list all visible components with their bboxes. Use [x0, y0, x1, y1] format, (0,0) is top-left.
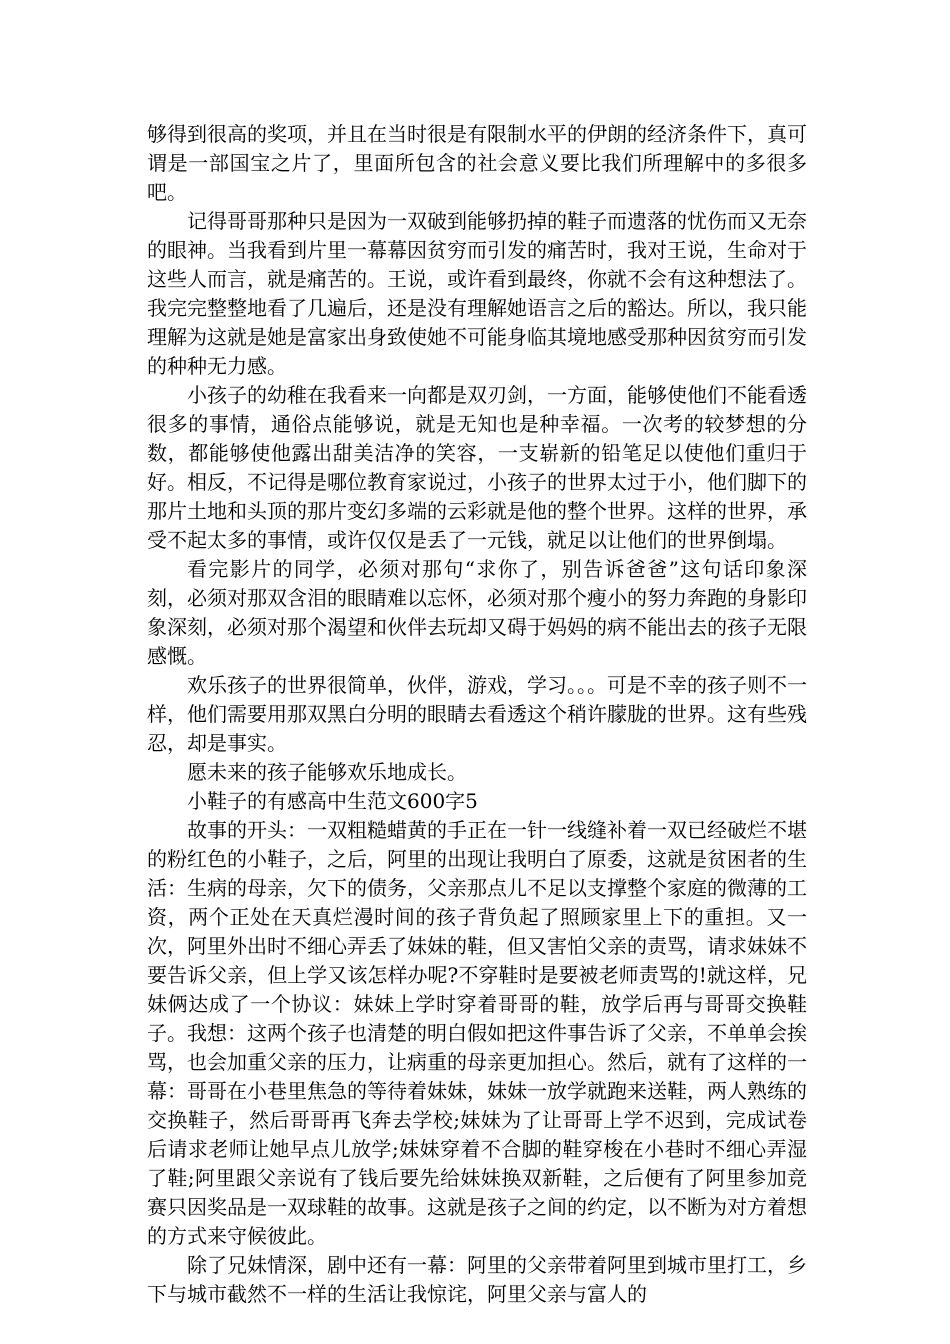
paragraph-5: 欢乐孩子的世界很简单，伙伴，游戏，学习。。。可是不幸的孩子则不一样，他们需要用那双黑白分明的眼睛去看透这个稍许朦胧的世界。这有些残忍，却是事实。	[147, 673, 807, 755]
paragraph-2: 记得哥哥那种只是因为一双破到能够扔掉的鞋子而遗落的忧伤而又无奈的眼神。当我看到片里一幕幕因贫穷而引发的痛苦时，我对王说，生命对于这些人而言，就是痛苦的。王说，或许看到最终，你就不会有这种想法了。我完完整整地看了几遍后，还是没有理解她语言之后的豁达。所以，我只能理解为这就是她是富家出身致使她不可能身临其境地感受那种因贫穷而引发的种种无力感。	[147, 209, 807, 378]
paragraph-7: 故事的开头：一双粗糙蜡黄的手正在一针一线缝补着一双已经破烂不堪的粉红色的小鞋子，之后，阿里的出现让我明白了原委，这就是贫困者的生活：生病的母亲，欠下的债务，父亲那点儿不足以支撑整个家庭的微薄的工资，两个正处在天真烂漫时间的孩子背负起了照顾家里上下的重担。又一次，阿里外出时不细心弄丢了妹妹的鞋，但又害怕父亲的责骂，请求妹妹不要告诉父亲，但上学又该怎样办呢?不穿鞋时是要被老师责骂的!就这样，兄妹俩达成了一个协议：妹妹上学时穿着哥哥的鞋，放学后再与哥哥交换鞋子。我想：这两个孩子也清楚的明白假如把这件事告诉了父亲，不单单会挨骂，也会加重父亲的压力，让病重的母亲更加担心。然后，就有了这样的一幕：哥哥在小巷里焦急的等待着妹妹，妹妹一放学就跑来送鞋，两人熟练的交换鞋子，然后哥哥再飞奔去学校;妹妹为了让哥哥上学不迟到，完成试卷后请求老师让她早点儿放学;妹妹穿着不合脚的鞋穿梭在小巷时不细心弄湿了鞋;阿里跟父亲说有了钱后要先给妹妹换双新鞋，之后便有了阿里参加竞赛只因奖品是一双球鞋的故事。这就是孩子之间的约定，以不断为对方着想的方式来守候彼此。	[147, 818, 807, 1248]
paragraph-6: 愿未来的孩子能够欢乐地成长。	[187, 760, 467, 784]
paragraph-4: 看完影片的同学，必须对那句“求你了，别告诉爸爸”这句话印象深刻，必须对那双含泪的眼睛难以忘怀，必须对那个瘦小的努力奔跑的身影印象深刻，必须对那个渴望和伙伴去玩却又碍于妈妈的病不能出去的孩子无限感慨。	[147, 557, 807, 668]
paragraph-1: 够得到很高的奖项，并且在当时很是有限制水平的伊朗的经济条件下，真可谓是一部国宝之片了，里面所包含的社会意义要比我们所理解中的多很多吧。	[147, 122, 807, 204]
paragraph-8: 除了兄妹情深，剧中还有一幕：阿里的父亲带着阿里到城市里打工，乡下与城市截然不一样的生活让我惊诧，阿里父亲与富人的	[147, 1253, 807, 1306]
paragraph-3: 小孩子的幼稚在我看来一向都是双刃剑，一方面，能够使他们不能看透很多的事情，通俗点能够说，就是无知也是种幸福。一次考的较梦想的分数，都能够使他露出甜美洁净的笑容，一支崭新的铅笔足以使他们重归于好。相反，不记得是哪位教育家说过，小孩子的世界太过于小，他们脚下的那片土地和头顶的那片变幻多端的云彩就是他的整个世界。这样的世界，承受不起太多的事情，或许仅仅是丢了一元钱，就足以让他们的世界倒塌。	[147, 383, 807, 552]
section-heading: 小鞋子的有感高中生范文600字5	[187, 789, 478, 813]
document-page	[147, 120, 807, 1309]
